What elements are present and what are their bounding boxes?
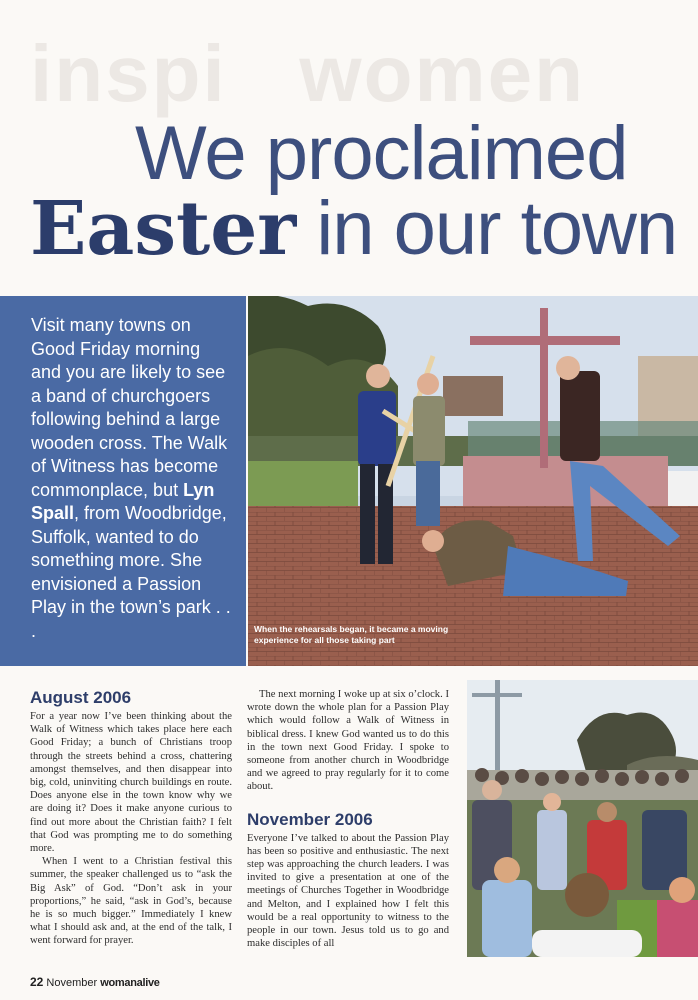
article-column-2 xyxy=(247,688,449,950)
intro-box xyxy=(0,296,246,666)
magazine-name: womanalive xyxy=(100,977,160,989)
background-ghost-text: inspi women xyxy=(30,29,585,118)
title-rest: in our town xyxy=(296,186,678,271)
article-column-1 xyxy=(30,688,232,948)
heading-november-2006: November 2006 xyxy=(247,809,373,829)
intro-text-after: , from Woodbridge, Suffolk, wanted to do something more. She envisioned a Passion Play in the town’s park . . . xyxy=(31,503,231,641)
page-footer xyxy=(30,975,160,989)
paragraph-3: The next morning I woke up at six o’clock. I wrote down the whole plan for a Passion Play which would follow a Walk of Witness in biblical dress. I knew God wanted us to do this in the town next Good Friday. I spoke to someone from another church in Woodbridge and we agreed to pray regularly for it to come about. xyxy=(247,689,449,793)
photo-caption: When the rehearsals began, it became a moving experience for all those taking part xyxy=(254,624,449,645)
crowd-photo xyxy=(467,680,698,957)
paragraph-1: For a year now I’ve been thinking about the Walk of Witness which takes place here each Good Friday; a bunch of Christians troop through the streets behind a cross, chattering amongst themselves, and then disappear into big, cold, uninviting church buildings en route. Does anyone else in the town know why we are doing it? Does it make anyone curious to find out more about the Christian faith? I felt that God was prompting me to do something more. xyxy=(30,711,232,855)
footer-month: November xyxy=(46,977,98,989)
title-line-2 xyxy=(30,185,677,272)
rehearsal-photo xyxy=(248,296,698,666)
heading-august-2006: August 2006 xyxy=(30,688,132,707)
intro-text-before: Visit many towns on Good Friday morning and you are likely to see a band of churchgoers following behind a large wooden cross. The Walk of Witness has become commonplace, but xyxy=(31,315,228,500)
title-easter: Easter xyxy=(30,186,297,272)
title-line-1: We proclaimed xyxy=(135,111,628,196)
paragraph-4: Everyone I’ve talked to about the Passion Play has been so positive and enthusiastic. The next step was approaching the church leaders. I was invited to give a presentation at one of the meetings of Churches Together in Woodbridge and Melton, and I explained how I felt this would be a real opportunity to witness to the people in our town. Jesus told us to go and make disciples of all xyxy=(247,832,449,950)
paragraph-2: When I went to a Christian festival this summer, the speaker challenged us to “ask the Big Ask” of God. “Don’t ask in your proportions,” he said, “ask in God’s, because he is so much bigger.” Immediately I knew what I should ask and, at the end of the talk, I went forward for prayer. xyxy=(30,856,232,947)
page-number: 22 xyxy=(30,975,44,989)
rehearsal-photo-image xyxy=(248,296,698,666)
intro-author-name: Lyn Spall xyxy=(31,479,215,523)
crowd-photo-image xyxy=(467,680,698,957)
